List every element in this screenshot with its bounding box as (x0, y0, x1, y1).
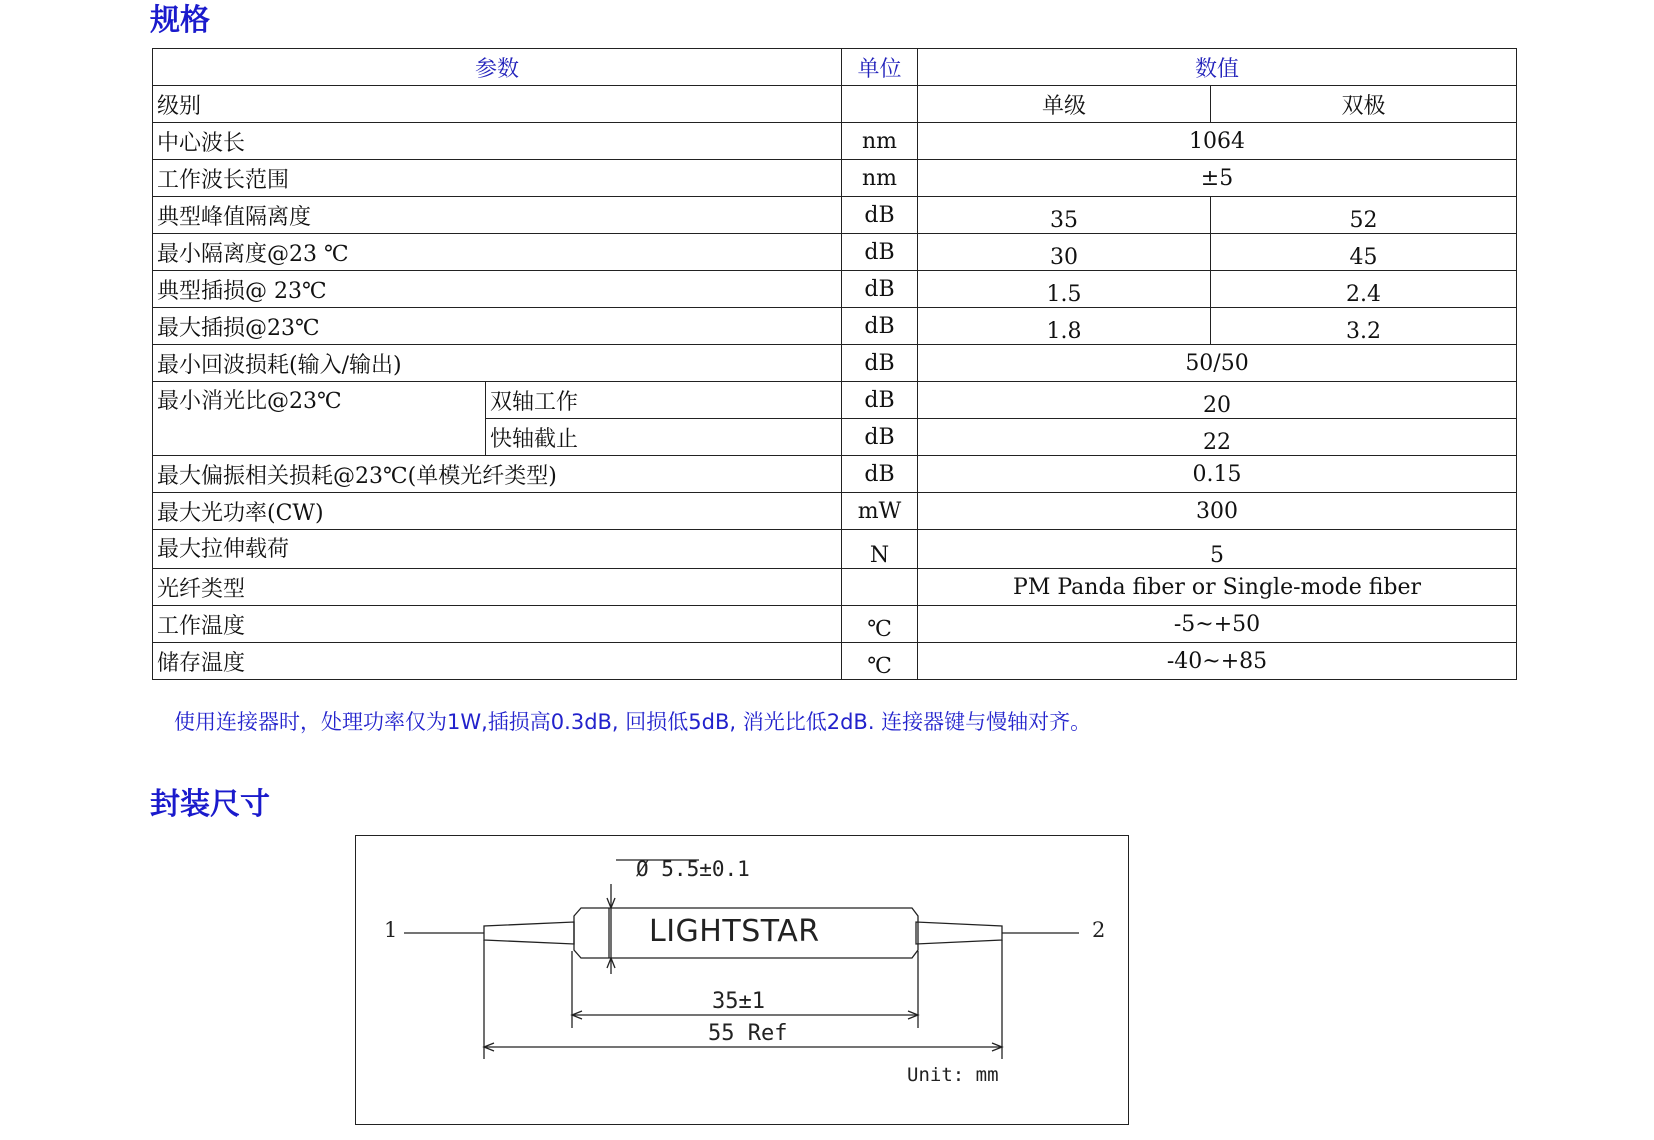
row-value-double: 2.4 (1211, 271, 1517, 308)
row-value: -5~+50 (918, 606, 1517, 643)
row-unit: dB (842, 197, 918, 234)
row-value: 50/50 (918, 345, 1517, 382)
row-param: 工作温度 (153, 606, 842, 643)
row-param: 最大偏振相关损耗@23℃(单模光纤类型) (153, 456, 842, 493)
table-row (153, 345, 1517, 382)
spec-section-title: 规格 (150, 3, 210, 38)
row-value: 20 (918, 382, 1517, 419)
body-length-label: 35±1 (712, 989, 765, 1014)
port-2-label: 2 (1092, 918, 1106, 942)
row-param: 储存温度 (153, 643, 842, 680)
row-subparam: 快轴截止 (486, 419, 842, 456)
row-value-double: 3.2 (1211, 308, 1517, 345)
row-unit: dB (842, 308, 918, 345)
row-value: 300 (918, 493, 1517, 530)
row-value: 5 (918, 530, 1517, 569)
table-header-row (153, 49, 1517, 86)
row-value-double: 双极 (1211, 86, 1517, 123)
row-value: ±5 (918, 160, 1517, 197)
table-row (153, 86, 1517, 123)
row-value-single: 1.5 (918, 271, 1211, 308)
table-row (153, 271, 1517, 308)
row-unit: dB (842, 382, 918, 419)
row-param: 最小消光比@23℃ (153, 382, 486, 456)
brand-label: LIGHTSTAR (649, 914, 820, 949)
table-row (153, 160, 1517, 197)
row-param: 最大拉伸载荷 (153, 530, 842, 569)
header-value: 数值 (918, 49, 1517, 86)
row-unit: nm (842, 160, 918, 197)
row-param: 中心波长 (153, 123, 842, 160)
row-param: 典型插损@ 23℃ (153, 271, 842, 308)
table-row (153, 382, 1517, 419)
row-unit (842, 86, 918, 123)
row-unit: ℃ (842, 643, 918, 680)
table-row (153, 234, 1517, 271)
row-unit: dB (842, 271, 918, 308)
row-unit: N (842, 530, 918, 569)
total-length-label: 55 Ref (708, 1021, 788, 1046)
table-row (153, 643, 1517, 680)
table-row (153, 569, 1517, 606)
row-value-double: 52 (1211, 197, 1517, 234)
row-param: 最小隔离度@23 ℃ (153, 234, 842, 271)
row-value-single: 单级 (918, 86, 1211, 123)
row-value: 22 (918, 419, 1517, 456)
port-1-label: 1 (384, 918, 398, 942)
table-row (153, 197, 1517, 234)
row-unit: nm (842, 123, 918, 160)
row-value: 0.15 (918, 456, 1517, 493)
row-param: 最大插损@23℃ (153, 308, 842, 345)
unit-label: Unit: mm (907, 1064, 999, 1086)
package-drawing (355, 835, 1129, 1125)
table-row (153, 308, 1517, 345)
row-unit: ℃ (842, 606, 918, 643)
row-param: 最小回波损耗(输入/输出) (153, 345, 842, 382)
boot-right (916, 922, 1002, 944)
row-value: -40~+85 (918, 643, 1517, 680)
table-row (153, 606, 1517, 643)
row-value-double: 45 (1211, 234, 1517, 271)
row-unit: dB (842, 419, 918, 456)
row-unit: dB (842, 234, 918, 271)
row-value-single: 1.8 (918, 308, 1211, 345)
table-row (153, 530, 1517, 569)
diameter-label: Ø 5.5±0.1 (636, 857, 750, 881)
connector-note: 使用连接器时，处理功率仅为1W,插损高0.3dB, 回损低5dB, 消光比低2dB. 连接器键与慢轴对齐。 (174, 710, 1092, 734)
row-unit: mW (842, 493, 918, 530)
spec-table (152, 48, 1517, 680)
row-unit: dB (842, 345, 918, 382)
row-subparam: 双轴工作 (486, 382, 842, 419)
row-param: 级别 (153, 86, 842, 123)
row-value-single: 35 (918, 197, 1211, 234)
package-section-title: 封装尺寸 (150, 787, 270, 822)
row-value: PM Panda fiber or Single-mode fiber (918, 569, 1517, 606)
header-unit: 单位 (842, 49, 918, 86)
row-param: 典型峰值隔离度 (153, 197, 842, 234)
row-param: 最大光功率(CW) (153, 493, 842, 530)
row-param: 光纤类型 (153, 569, 842, 606)
table-row (153, 456, 1517, 493)
header-param: 参数 (153, 49, 842, 86)
row-value-single: 30 (918, 234, 1211, 271)
table-row (153, 123, 1517, 160)
row-value: 1064 (918, 123, 1517, 160)
row-param: 工作波长范围 (153, 160, 842, 197)
table-row (153, 493, 1517, 530)
row-unit (842, 569, 918, 606)
boot-left (484, 922, 574, 944)
row-unit: dB (842, 456, 918, 493)
